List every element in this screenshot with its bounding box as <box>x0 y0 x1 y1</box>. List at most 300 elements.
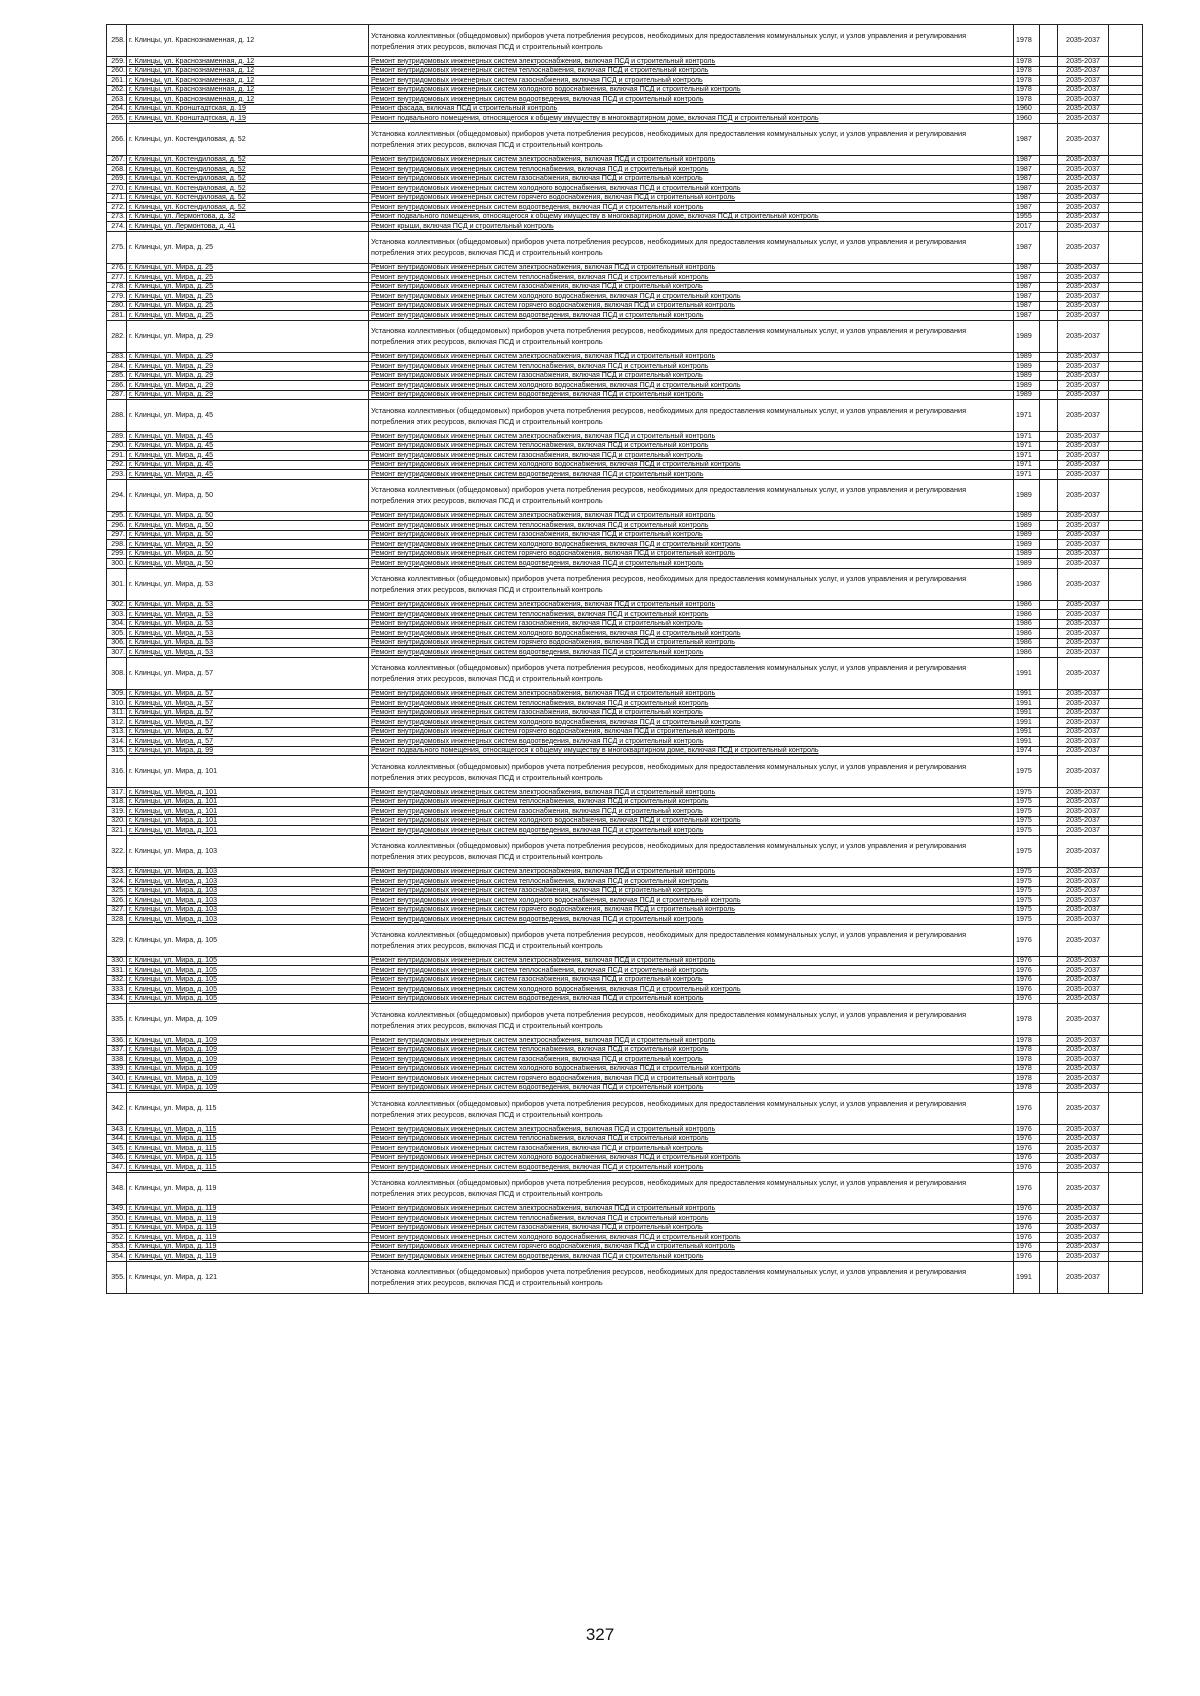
table-row <box>107 352 1143 362</box>
year-built-cell: 1978 <box>1014 1045 1040 1055</box>
work-type-cell: Ремонт внутридомовых инженерных систем водоотведения, включая ПСД и строительный контроль <box>369 311 1014 321</box>
work-type-cell: Ремонт внутридомовых инженерных систем горячего водоснабжения, включая ПСД и строительный контроль <box>369 727 1014 737</box>
work-type-cell: Установка коллективных (общедомовых) приборов учета потребления ресурсов, необходимых для предоставления коммунальных услуг, и узлов управления и регулирования потребления этих ресурсов, включая ПСД и строительный контроль <box>369 400 1014 432</box>
planned-period-cell: 2035-2037 <box>1058 816 1109 826</box>
work-type-cell: Установка коллективных (общедомовых) приборов учета потребления ресурсов, необходимых для предоставления коммунальных услуг, и узлов управления и регулирования потребления этих ресурсов, включая ПСД и строительный контроль <box>369 924 1014 956</box>
empty-cell <box>1040 699 1058 709</box>
year-built-cell: 1986 <box>1014 638 1040 648</box>
work-type-cell: Ремонт внутридомовых инженерных систем горячего водоснабжения, включая ПСД и строительный контроль <box>369 905 1014 915</box>
empty-cell <box>1040 311 1058 321</box>
empty-cell <box>1040 915 1058 925</box>
planned-period-cell: 2035-2037 <box>1058 311 1109 321</box>
empty-cell <box>1040 867 1058 877</box>
address-cell: г. Клинцы, ул. Мира, д. 119 <box>127 1223 369 1233</box>
planned-period-cell: 2035-2037 <box>1058 320 1109 352</box>
year-built-cell: 1987 <box>1014 282 1040 292</box>
empty-cell <box>1040 756 1058 788</box>
year-built-cell: 1955 <box>1014 212 1040 222</box>
empty-cell <box>1040 559 1058 569</box>
year-built-cell: 1991 <box>1014 727 1040 737</box>
empty-cell <box>1109 1144 1143 1154</box>
row-number-cell: 264. <box>107 104 127 114</box>
row-number-cell: 311. <box>107 708 127 718</box>
row-number-cell: 331. <box>107 966 127 976</box>
table-row <box>107 727 1143 737</box>
empty-cell <box>1040 985 1058 995</box>
planned-period-cell: 2035-2037 <box>1058 390 1109 400</box>
empty-cell <box>1109 877 1143 887</box>
empty-cell <box>1109 155 1143 165</box>
year-built-cell: 1987 <box>1014 311 1040 321</box>
row-number-cell: 341. <box>107 1083 127 1093</box>
address-cell: г. Клинцы, ул. Лермонтова, д. 32 <box>127 212 369 222</box>
empty-cell <box>1040 1223 1058 1233</box>
empty-cell <box>1040 708 1058 718</box>
work-type-cell: Ремонт внутридомовых инженерных систем теплоснабжения, включая ПСД и строительный контроль <box>369 521 1014 531</box>
row-number-cell: 272. <box>107 203 127 213</box>
empty-cell <box>1109 1074 1143 1084</box>
work-type-cell: Ремонт внутридомовых инженерных систем газоснабжения, включая ПСД и строительный контроль <box>369 76 1014 86</box>
work-type-cell: Ремонт внутридомовых инженерных систем горячего водоснабжения, включая ПСД и строительный контроль <box>369 301 1014 311</box>
work-type-cell: Ремонт внутридомовых инженерных систем газоснабжения, включая ПСД и строительный контроль <box>369 371 1014 381</box>
empty-cell <box>1040 1036 1058 1046</box>
planned-period-cell: 2035-2037 <box>1058 708 1109 718</box>
year-built-cell: 1975 <box>1014 896 1040 906</box>
address-cell: г. Клинцы, ул. Мира, д. 119 <box>127 1233 369 1243</box>
row-number-cell: 267. <box>107 155 127 165</box>
year-built-cell: 1991 <box>1014 657 1040 689</box>
table-row <box>107 381 1143 391</box>
year-built-cell: 1975 <box>1014 807 1040 817</box>
table-row <box>107 718 1143 728</box>
planned-period-cell: 2035-2037 <box>1058 1074 1109 1084</box>
empty-cell <box>1109 956 1143 966</box>
row-number-cell: 312. <box>107 718 127 728</box>
work-type-cell: Ремонт внутридомовых инженерных систем теплоснабжения, включая ПСД и строительный контроль <box>369 1214 1014 1224</box>
table-row <box>107 66 1143 76</box>
work-type-cell: Ремонт внутридомовых инженерных систем газоснабжения, включая ПСД и строительный контроль <box>369 1055 1014 1065</box>
empty-cell <box>1040 1252 1058 1262</box>
empty-cell <box>1109 746 1143 756</box>
address-cell: г. Клинцы, ул. Мира, д. 101 <box>127 756 369 788</box>
row-number-cell: 310. <box>107 699 127 709</box>
table-row <box>107 460 1143 470</box>
work-type-cell: Ремонт внутридомовых инженерных систем газоснабжения, включая ПСД и строительный контроль <box>369 451 1014 461</box>
empty-cell <box>1109 381 1143 391</box>
planned-period-cell: 2035-2037 <box>1058 460 1109 470</box>
empty-cell <box>1040 165 1058 175</box>
empty-cell <box>1040 155 1058 165</box>
year-built-cell: 1987 <box>1014 292 1040 302</box>
address-cell: г. Клинцы, ул. Мира, д. 119 <box>127 1172 369 1204</box>
planned-period-cell: 2035-2037 <box>1058 835 1109 867</box>
work-type-cell: Ремонт внутридомовых инженерных систем теплоснабжения, включая ПСД и строительный контроль <box>369 66 1014 76</box>
table-row <box>107 311 1143 321</box>
table-row <box>107 451 1143 461</box>
address-cell: г. Клинцы, ул. Мира, д. 29 <box>127 390 369 400</box>
empty-cell <box>1040 231 1058 263</box>
empty-cell <box>1109 1055 1143 1065</box>
planned-period-cell: 2035-2037 <box>1058 877 1109 887</box>
table-row <box>107 746 1143 756</box>
row-number-cell: 344. <box>107 1134 127 1144</box>
address-cell: г. Клинцы, ул. Мира, д. 25 <box>127 231 369 263</box>
empty-cell <box>1109 165 1143 175</box>
row-number-cell: 334. <box>107 994 127 1004</box>
year-built-cell: 1971 <box>1014 432 1040 442</box>
planned-period-cell: 2035-2037 <box>1058 826 1109 836</box>
address-cell: г. Клинцы, ул. Мира, д. 25 <box>127 301 369 311</box>
year-built-cell: 1987 <box>1014 193 1040 203</box>
work-type-cell: Установка коллективных (общедомовых) приборов учета потребления ресурсов, необходимых для предоставления коммунальных услуг, и узлов управления и регулирования потребления этих ресурсов, включая ПСД и строительный контроль <box>369 123 1014 155</box>
planned-period-cell: 2035-2037 <box>1058 1083 1109 1093</box>
work-type-cell: Ремонт внутридомовых инженерных систем водоотведения, включая ПСД и строительный контроль <box>369 994 1014 1004</box>
year-built-cell: 1976 <box>1014 1134 1040 1144</box>
planned-period-cell: 2035-2037 <box>1058 114 1109 124</box>
row-number-cell: 319. <box>107 807 127 817</box>
empty-cell <box>1109 699 1143 709</box>
empty-cell <box>1109 896 1143 906</box>
year-built-cell: 1978 <box>1014 1004 1040 1036</box>
planned-period-cell: 2035-2037 <box>1058 184 1109 194</box>
year-built-cell: 1976 <box>1014 1204 1040 1214</box>
empty-cell <box>1040 727 1058 737</box>
work-type-cell: Ремонт подвального помещения, относящегося к общему имуществу в многоквартирном доме, включая ПСД и строительный контроль <box>369 114 1014 124</box>
planned-period-cell: 2035-2037 <box>1058 600 1109 610</box>
planned-period-cell: 2035-2037 <box>1058 788 1109 798</box>
empty-cell <box>1040 95 1058 105</box>
work-type-cell: Ремонт внутридомовых инженерных систем водоотведения, включая ПСД и строительный контроль <box>369 203 1014 213</box>
work-type-cell: Ремонт внутридомовых инженерных систем электроснабжения, включая ПСД и строительный контроль <box>369 155 1014 165</box>
year-built-cell: 1991 <box>1014 1261 1040 1293</box>
address-cell: г. Клинцы, ул. Мира, д. 53 <box>127 600 369 610</box>
empty-cell <box>1040 184 1058 194</box>
address-cell: г. Клинцы, ул. Мира, д. 50 <box>127 521 369 531</box>
table-row <box>107 797 1143 807</box>
year-built-cell: 1989 <box>1014 381 1040 391</box>
address-cell: г. Клинцы, ул. Мира, д. 45 <box>127 441 369 451</box>
empty-cell <box>1109 362 1143 372</box>
address-cell: г. Клинцы, ул. Мира, д. 101 <box>127 816 369 826</box>
table-row <box>107 231 1143 263</box>
row-number-cell: 280. <box>107 301 127 311</box>
address-cell: г. Клинцы, ул. Мира, д. 103 <box>127 915 369 925</box>
table-row <box>107 362 1143 372</box>
empty-cell <box>1040 1144 1058 1154</box>
empty-cell <box>1040 629 1058 639</box>
work-type-cell: Ремонт внутридомовых инженерных систем горячего водоснабжения, включая ПСД и строительный контроль <box>369 1074 1014 1084</box>
planned-period-cell: 2035-2037 <box>1058 648 1109 658</box>
work-type-cell: Ремонт внутридомовых инженерных систем горячего водоснабжения, включая ПСД и строительный контроль <box>369 1242 1014 1252</box>
address-cell: г. Клинцы, ул. Краснознаменная, д. 12 <box>127 57 369 67</box>
table-row <box>107 400 1143 432</box>
work-type-cell: Ремонт внутридомовых инженерных систем теплоснабжения, включая ПСД и строительный контроль <box>369 966 1014 976</box>
empty-cell <box>1040 292 1058 302</box>
table-row <box>107 282 1143 292</box>
address-cell: г. Клинцы, ул. Мира, д. 57 <box>127 727 369 737</box>
empty-cell <box>1109 1242 1143 1252</box>
empty-cell <box>1109 460 1143 470</box>
address-cell: г. Клинцы, ул. Краснознаменная, д. 12 <box>127 95 369 105</box>
empty-cell <box>1040 689 1058 699</box>
table-row <box>107 896 1143 906</box>
empty-cell <box>1040 282 1058 292</box>
empty-cell <box>1040 610 1058 620</box>
year-built-cell: 1986 <box>1014 610 1040 620</box>
empty-cell <box>1040 212 1058 222</box>
planned-period-cell: 2035-2037 <box>1058 521 1109 531</box>
planned-period-cell: 2035-2037 <box>1058 441 1109 451</box>
year-built-cell: 1991 <box>1014 689 1040 699</box>
row-number-cell: 324. <box>107 877 127 887</box>
empty-cell <box>1040 826 1058 836</box>
row-number-cell: 309. <box>107 689 127 699</box>
table-row <box>107 826 1143 836</box>
year-built-cell: 1989 <box>1014 540 1040 550</box>
work-type-cell: Ремонт внутридомовых инженерных систем холодного водоснабжения, включая ПСД и строительный контроль <box>369 629 1014 639</box>
empty-cell <box>1109 174 1143 184</box>
empty-cell <box>1109 1214 1143 1224</box>
work-type-cell: Ремонт внутридомовых инженерных систем газоснабжения, включая ПСД и строительный контроль <box>369 1223 1014 1233</box>
year-built-cell: 1976 <box>1014 1223 1040 1233</box>
row-number-cell: 283. <box>107 352 127 362</box>
planned-period-cell: 2035-2037 <box>1058 1144 1109 1154</box>
empty-cell <box>1109 689 1143 699</box>
address-cell: г. Клинцы, ул. Мира, д. 25 <box>127 311 369 321</box>
table-row <box>107 155 1143 165</box>
empty-cell <box>1109 441 1143 451</box>
work-type-cell: Ремонт внутридомовых инженерных систем водоотведения, включая ПСД и строительный контроль <box>369 1083 1014 1093</box>
year-built-cell: 1976 <box>1014 1093 1040 1125</box>
empty-cell <box>1040 381 1058 391</box>
empty-cell <box>1040 432 1058 442</box>
work-type-cell: Ремонт внутридомовых инженерных систем водоотведения, включая ПСД и строительный контроль <box>369 915 1014 925</box>
table-row <box>107 600 1143 610</box>
address-cell: г. Клинцы, ул. Мира, д. 29 <box>127 381 369 391</box>
empty-cell <box>1040 521 1058 531</box>
planned-period-cell: 2035-2037 <box>1058 123 1109 155</box>
work-type-cell: Установка коллективных (общедомовых) приборов учета потребления ресурсов, необходимых для предоставления коммунальных услуг, и узлов управления и регулирования потребления этих ресурсов, включая ПСД и строительный контроль <box>369 479 1014 511</box>
row-number-cell: 262. <box>107 85 127 95</box>
empty-cell <box>1109 371 1143 381</box>
planned-period-cell: 2035-2037 <box>1058 867 1109 877</box>
work-type-cell: Ремонт внутридомовых инженерных систем теплоснабжения, включая ПСД и строительный контроль <box>369 165 1014 175</box>
year-built-cell: 1976 <box>1014 1242 1040 1252</box>
work-type-cell: Ремонт внутридомовых инженерных систем водоотведения, включая ПСД и строительный контроль <box>369 1252 1014 1262</box>
table-row <box>107 441 1143 451</box>
work-type-cell: Ремонт внутридомовых инженерных систем водоотведения, включая ПСД и строительный контроль <box>369 390 1014 400</box>
planned-period-cell: 2035-2037 <box>1058 746 1109 756</box>
table-row <box>107 1036 1143 1046</box>
address-cell: г. Клинцы, ул. Мира, д. 119 <box>127 1242 369 1252</box>
year-built-cell: 1987 <box>1014 165 1040 175</box>
address-cell: г. Клинцы, ул. Мира, д. 115 <box>127 1153 369 1163</box>
address-cell: г. Клинцы, ул. Мира, д. 115 <box>127 1093 369 1125</box>
empty-cell <box>1040 924 1058 956</box>
row-number-cell: 302. <box>107 600 127 610</box>
table-row <box>107 263 1143 273</box>
empty-cell <box>1109 816 1143 826</box>
empty-cell <box>1109 76 1143 86</box>
empty-cell <box>1109 1163 1143 1173</box>
planned-period-cell: 2035-2037 <box>1058 273 1109 283</box>
empty-cell <box>1109 835 1143 867</box>
address-cell: г. Клинцы, ул. Мира, д. 53 <box>127 629 369 639</box>
planned-period-cell: 2035-2037 <box>1058 1036 1109 1046</box>
planned-period-cell: 2035-2037 <box>1058 540 1109 550</box>
address-cell: г. Клинцы, ул. Мира, д. 109 <box>127 1045 369 1055</box>
empty-cell <box>1109 451 1143 461</box>
address-cell: г. Клинцы, ул. Костендиловая, д. 52 <box>127 193 369 203</box>
row-number-cell: 315. <box>107 746 127 756</box>
table-row <box>107 1204 1143 1214</box>
empty-cell <box>1040 114 1058 124</box>
empty-cell <box>1040 1083 1058 1093</box>
work-type-cell: Ремонт внутридомовых инженерных систем водоотведения, включая ПСД и строительный контроль <box>369 1163 1014 1173</box>
address-cell: г. Клинцы, ул. Мира, д. 119 <box>127 1204 369 1214</box>
address-cell: г. Клинцы, ул. Мира, д. 29 <box>127 320 369 352</box>
address-cell: г. Клинцы, ул. Краснознаменная, д. 12 <box>127 85 369 95</box>
work-type-cell: Ремонт внутридомовых инженерных систем водоотведения, включая ПСД и строительный контроль <box>369 95 1014 105</box>
table-row <box>107 549 1143 559</box>
empty-cell <box>1109 1252 1143 1262</box>
row-number-cell: 277. <box>107 273 127 283</box>
empty-cell <box>1109 797 1143 807</box>
planned-period-cell: 2035-2037 <box>1058 1252 1109 1262</box>
address-cell: г. Клинцы, ул. Мира, д. 115 <box>127 1144 369 1154</box>
empty-cell <box>1040 57 1058 67</box>
table-row <box>107 1064 1143 1074</box>
empty-cell <box>1109 924 1143 956</box>
empty-cell <box>1109 104 1143 114</box>
empty-cell <box>1109 184 1143 194</box>
row-number-cell: 349. <box>107 1204 127 1214</box>
table-row <box>107 610 1143 620</box>
empty-cell <box>1109 479 1143 511</box>
empty-cell <box>1109 521 1143 531</box>
row-number-cell: 330. <box>107 956 127 966</box>
work-type-cell: Ремонт внутридомовых инженерных систем водоотведения, включая ПСД и строительный контроль <box>369 559 1014 569</box>
row-number-cell: 346. <box>107 1153 127 1163</box>
empty-cell <box>1040 797 1058 807</box>
planned-period-cell: 2035-2037 <box>1058 1172 1109 1204</box>
planned-period-cell: 2035-2037 <box>1058 1004 1109 1036</box>
work-type-cell: Ремонт крыши, включая ПСД и строительный контроль <box>369 222 1014 232</box>
address-cell: г. Клинцы, ул. Мира, д. 115 <box>127 1134 369 1144</box>
planned-period-cell: 2035-2037 <box>1058 25 1109 57</box>
year-built-cell: 1986 <box>1014 568 1040 600</box>
row-number-cell: 284. <box>107 362 127 372</box>
work-type-cell: Установка коллективных (общедомовых) приборов учета потребления ресурсов, необходимых для предоставления коммунальных услуг, и узлов управления и регулирования потребления этих ресурсов, включая ПСД и строительный контроль <box>369 231 1014 263</box>
empty-cell <box>1109 549 1143 559</box>
work-type-cell: Ремонт подвального помещения, относящегося к общему имуществу в многоквартирном доме, включая ПСД и строительный контроль <box>369 212 1014 222</box>
empty-cell <box>1040 1004 1058 1036</box>
row-number-cell: 295. <box>107 511 127 521</box>
empty-cell <box>1040 1125 1058 1135</box>
work-type-cell: Ремонт внутридомовых инженерных систем теплоснабжения, включая ПСД и строительный контроль <box>369 1134 1014 1144</box>
planned-period-cell: 2035-2037 <box>1058 619 1109 629</box>
row-number-cell: 328. <box>107 915 127 925</box>
row-number-cell: 323. <box>107 867 127 877</box>
year-built-cell: 1976 <box>1014 1252 1040 1262</box>
empty-cell <box>1040 886 1058 896</box>
empty-cell <box>1040 568 1058 600</box>
table-row <box>107 619 1143 629</box>
year-built-cell: 1991 <box>1014 718 1040 728</box>
address-cell: г. Клинцы, ул. Мира, д. 57 <box>127 708 369 718</box>
planned-period-cell: 2035-2037 <box>1058 400 1109 432</box>
empty-cell <box>1109 57 1143 67</box>
empty-cell <box>1109 1204 1143 1214</box>
planned-period-cell: 2035-2037 <box>1058 807 1109 817</box>
address-cell: г. Клинцы, ул. Мира, д. 57 <box>127 699 369 709</box>
table-row <box>107 638 1143 648</box>
table-row <box>107 648 1143 658</box>
table-row <box>107 511 1143 521</box>
empty-cell <box>1040 362 1058 372</box>
year-built-cell: 1978 <box>1014 1083 1040 1093</box>
year-built-cell: 1971 <box>1014 451 1040 461</box>
work-type-cell: Ремонт внутридомовых инженерных систем холодного водоснабжения, включая ПСД и строительный контроль <box>369 184 1014 194</box>
empty-cell <box>1109 311 1143 321</box>
year-built-cell: 1978 <box>1014 85 1040 95</box>
empty-cell <box>1040 966 1058 976</box>
row-number-cell: 308. <box>107 657 127 689</box>
empty-cell <box>1109 619 1143 629</box>
empty-cell <box>1109 1004 1143 1036</box>
empty-cell <box>1040 441 1058 451</box>
year-built-cell: 1976 <box>1014 1125 1040 1135</box>
planned-period-cell: 2035-2037 <box>1058 797 1109 807</box>
planned-period-cell: 2035-2037 <box>1058 282 1109 292</box>
work-type-cell: Ремонт внутридомовых инженерных систем теплоснабжения, включая ПСД и строительный контроль <box>369 1045 1014 1055</box>
empty-cell <box>1040 511 1058 521</box>
empty-cell <box>1109 212 1143 222</box>
table-row <box>107 292 1143 302</box>
planned-period-cell: 2035-2037 <box>1058 1204 1109 1214</box>
year-built-cell: 1976 <box>1014 985 1040 995</box>
table-row <box>107 165 1143 175</box>
planned-period-cell: 2035-2037 <box>1058 1233 1109 1243</box>
address-cell: г. Клинцы, ул. Мира, д. 119 <box>127 1214 369 1224</box>
address-cell: г. Клинцы, ул. Мира, д. 45 <box>127 400 369 432</box>
address-cell: г. Клинцы, ул. Мира, д. 109 <box>127 1004 369 1036</box>
table-row <box>107 432 1143 442</box>
address-cell: г. Клинцы, ул. Мира, д. 105 <box>127 985 369 995</box>
year-built-cell: 1987 <box>1014 231 1040 263</box>
work-type-cell: Установка коллективных (общедомовых) приборов учета потребления ресурсов, необходимых для предоставления коммунальных услуг, и узлов управления и регулирования потребления этих ресурсов, включая ПСД и строительный контроль <box>369 1172 1014 1204</box>
table-row <box>107 699 1143 709</box>
empty-cell <box>1040 746 1058 756</box>
empty-cell <box>1109 193 1143 203</box>
empty-cell <box>1040 540 1058 550</box>
empty-cell <box>1109 788 1143 798</box>
year-built-cell: 1971 <box>1014 460 1040 470</box>
address-cell: г. Клинцы, ул. Мира, д. 29 <box>127 362 369 372</box>
work-type-cell: Ремонт внутридомовых инженерных систем электроснабжения, включая ПСД и строительный контроль <box>369 1204 1014 1214</box>
row-number-cell: 263. <box>107 95 127 105</box>
empty-cell <box>1109 1261 1143 1293</box>
empty-cell <box>1109 610 1143 620</box>
address-cell: г. Клинцы, ул. Мира, д. 109 <box>127 1064 369 1074</box>
planned-period-cell: 2035-2037 <box>1058 511 1109 521</box>
table-row <box>107 203 1143 213</box>
row-number-cell: 271. <box>107 193 127 203</box>
empty-cell <box>1040 788 1058 798</box>
planned-period-cell: 2035-2037 <box>1058 689 1109 699</box>
empty-cell <box>1040 301 1058 311</box>
year-built-cell: 1975 <box>1014 788 1040 798</box>
